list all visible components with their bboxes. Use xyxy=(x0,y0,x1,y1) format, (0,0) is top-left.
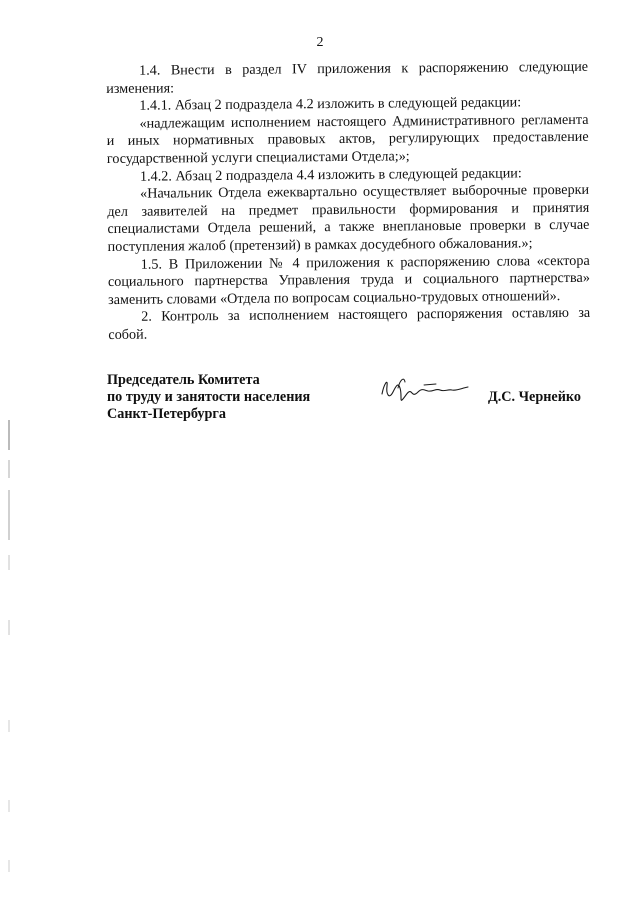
paragraph-2: 2. Контроль за исполнением настоящего распоряжения оставляю за собой. xyxy=(108,305,591,343)
signatory-title-line-1: Председатель Комитета xyxy=(107,372,260,388)
signer-name: Д.С. Чернейко xyxy=(488,389,581,405)
page-number: 2 xyxy=(316,35,324,50)
paragraph-1-4-1-quote: «надлежащим исполнением настоящего Административного регламента и иных нормативных правовых актов, регулирующих предоставление государственной услуги специалистами Отдела;»; xyxy=(106,111,589,167)
signatory-title xyxy=(107,372,310,423)
paragraph-1-4: 1.4. Внести в раздел IV приложения к распоряжению следующие изменения: xyxy=(106,58,589,97)
handwritten-signature xyxy=(378,372,472,408)
document-body xyxy=(106,59,590,345)
signatory-title-line-3: Санкт-Петербурга xyxy=(107,406,226,422)
paragraph-1-4-2: 1.4.2. Абзац 2 подраздела 4.4 изложить в следующей редакции: xyxy=(139,164,522,185)
scan-margin-marks xyxy=(8,420,10,880)
signatory-title-line-2: по труду и занятости населения xyxy=(107,389,311,405)
paragraph-1-4-1: 1.4.1. Абзац 2 подраздела 4.2 изложить в следующей редакции: xyxy=(139,94,522,114)
paragraph-1-4-2-quote: «Начальник Отдела ежеквартально осуществляет выборочные проверки дел заявителей на предмет правильности формирования и принятия специалистами Отдела решений, а также внеплановые проверки в случае поступления жалоб (претензий) в рамках досудебного обжалования.»; xyxy=(107,181,590,255)
paragraph-1-5: 1.5. В Приложении № 4 приложения к распоряжению слова «сектора социального партнерства Управления труда и социального партнерства» заменить словами «Отдела по вопросам социально-трудовых отношений». xyxy=(107,252,590,308)
